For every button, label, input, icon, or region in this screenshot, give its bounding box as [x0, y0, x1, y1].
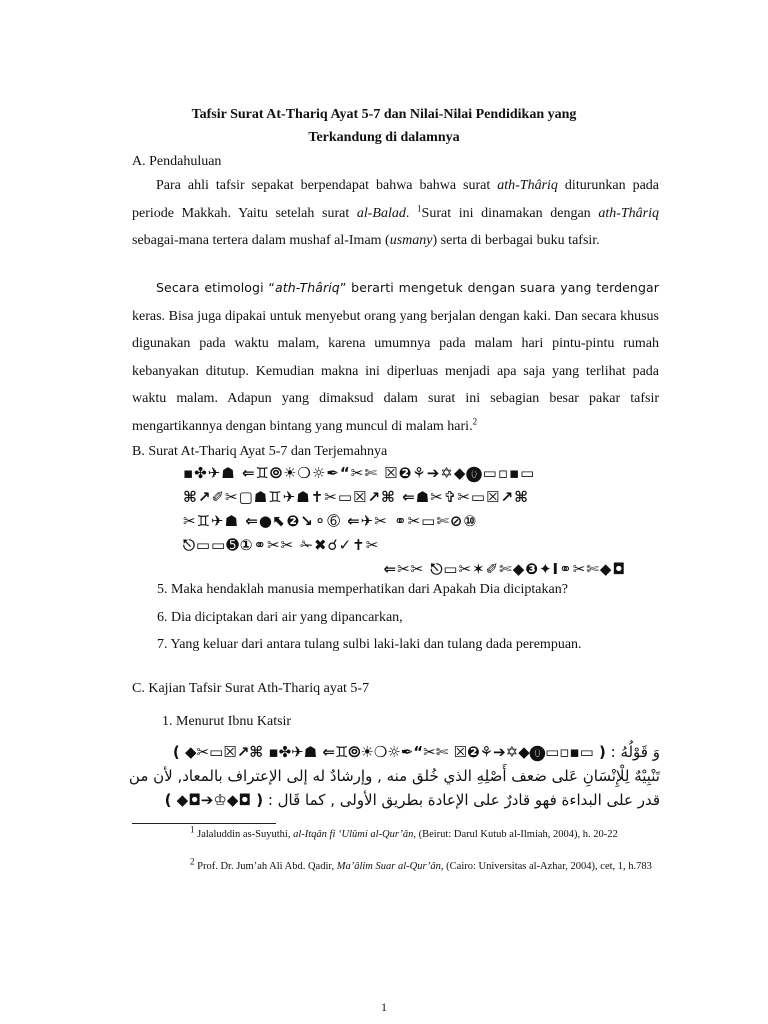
arabic-line-3 — [146, 791, 660, 809]
arabic-line-1 — [146, 743, 660, 761]
translation-verse-6: 6. Dia diciptakan dari air yang dipancarkan, — [157, 610, 403, 625]
subsection-ibnu-katsir: 1. Menurut Ibnu Katsir — [162, 714, 292, 729]
intro-text-6: ) serta di berbagai buku tafsir. — [432, 233, 600, 248]
intro-text-1: Para ahli tafsir sepakat berpendapat bahwa bahwa surat — [156, 178, 498, 193]
footnote-ref-1: 1 — [417, 202, 422, 213]
intro-text-5: sebagai-mana tertera dalam mushaf al-Imam ( — [132, 233, 390, 248]
section-b-heading: B. Surat At-Thariq Ayat 5-7 dan Terjemahnya — [132, 444, 388, 459]
footnote-1 — [132, 824, 659, 843]
footnote-1-publisher: , (Beirut: Darul Kutub al-Ilmiah, 2004), h. 20-22 — [413, 829, 618, 840]
footnote-2-title: Ma’âlim Suar al-Qur’ân — [336, 861, 441, 872]
arabic-line-1-intro: وَ قَوْلُهُ : — [610, 743, 660, 761]
document-title-line-2: Terkandung di dalamnya — [308, 130, 460, 145]
document-title-line-1: Tafsir Surat At-Thariq Ayat 5-7 dan Nilai-Nilai Pendidikan yang — [191, 107, 577, 122]
intro-surah-name: ath-Thâriq — [497, 178, 558, 193]
intro-usmany: usmany — [389, 233, 433, 248]
intro-surah-balad: al-Balad — [356, 205, 406, 221]
etymology-body: keras. Bisa juga dipakai untuk menyebut orang yang berjalan dengan kaki. Dan secara khusus digunakan pada waktu malam, karena umumnya pada malam hari pintu-pintu rumah kebanyakan ditutup. Kemudian makna ini diperluas menjadi apa saja yang terlihat pada waktu malam. Adapun yang dimaksud dalam surat ini sebagian besar pakar tafsir mengartikannya dengan bintang yang muncul di malam hari. — [132, 308, 659, 434]
etymology-pre: Secara etimologi “ — [156, 280, 275, 295]
footnote-2-publisher: , (Cairo: Universitas al-Azhar, 2004), cet, 1, h.783 — [440, 861, 652, 872]
footnote-separator — [132, 823, 276, 824]
footnote-2-number: 2 — [190, 856, 195, 867]
page-number: 1 — [381, 1000, 387, 1014]
footnote-2-author: Prof. Dr. Jum’ah Ali Abd. Qadir, — [194, 861, 337, 872]
footnote-2 — [132, 856, 659, 875]
quran-verse-glyphs-line-5: ⇐✂✂ ⎋▭✂✶✐✄◆❸✦Ⅰ⚭✂✄◆◘ — [383, 560, 626, 578]
footnote-1-author: Jalaluddin as-Suyuthi, — [194, 829, 294, 840]
etymology-word: ath-Thâriq — [274, 280, 340, 295]
paragraph-intro — [132, 172, 659, 255]
arabic-line-1-verse-glyphs: ( ◆✂▭☒↗⌘ ▪✤✈☗ ⇐♊⦾☀❍☼✒“✂✄ ☒❷⚘➔✡◆⓿▭▫▪▭ ) — [172, 743, 606, 761]
arabic-line-2: تَنْبِيْهٌ لِلْإِنْسَانِ عَلى ضعف أَصْلِهِ الذي خُلق منه , وإرشادٌ له إلى الإعتراف بالمعاد, لأن من — [128, 767, 660, 785]
footnote-ref-2: 2 — [472, 415, 478, 426]
arabic-line-3-verse-glyphs: ( ◆◘➔♔◆◘ ) — [164, 791, 264, 809]
footnote-1-number: 1 — [190, 824, 195, 835]
paragraph-etymology — [132, 274, 659, 440]
translation-verse-7: 7. Yang keluar dari antara tulang sulbi laki-laki dan tulang dada perempuan. — [157, 637, 582, 652]
etymology-intro — [156, 280, 659, 295]
quran-verse-glyphs-line-2: ⌘↗✐✂▢☗♊✈☗✝✂▭☒↗⌘ ⇐☗✂✞✂▭☒↗⌘ — [183, 488, 529, 506]
footnote-1-title: al-Itqân fi ‘Ulûmi al-Qur’ân — [293, 829, 414, 840]
intro-surah-name-2: ath-Thâriq — [598, 205, 659, 221]
quran-verse-glyphs-line-1: ▪✤✈☗ ⇐♊⦾☀❍☼✒“✂✄ ☒❷⚘➔✡◆⓿▭▫▪▭ — [183, 464, 536, 482]
quran-verse-glyphs-line-4: ⎋▭▭➎①⚭✂✂ ✁✖☌✓✝✂ — [183, 536, 380, 554]
section-a-heading: A. Pendahuluan — [132, 154, 222, 169]
arabic-line-3-text: قدر على البداءة فهو قادرٌ على الإعادة بطريق الأولى , كما قَال : — [267, 791, 660, 809]
intro-text-3: . — [405, 205, 418, 221]
etymology-post: ” berarti mengetuk dengan suara yang terdengar — [339, 280, 659, 295]
intro-text-2: diturunkan pada periode Makkah. Yaitu setelah surat — [132, 178, 660, 221]
intro-text-4: Surat ini dinamakan dengan — [421, 205, 599, 221]
translation-verse-5: 5. Maka hendaklah manusia memperhatikan dari Apakah Dia diciptakan? — [157, 582, 568, 597]
section-c-heading: C. Kajian Tafsir Surat Ath-Thariq ayat 5-7 — [132, 681, 370, 696]
quran-verse-glyphs-line-3: ✂♊✈☗ ⇐●⬉❷↘⚬➅ ⇐✈✂ ⚭✂▭✄⊘⑩ — [183, 512, 478, 530]
